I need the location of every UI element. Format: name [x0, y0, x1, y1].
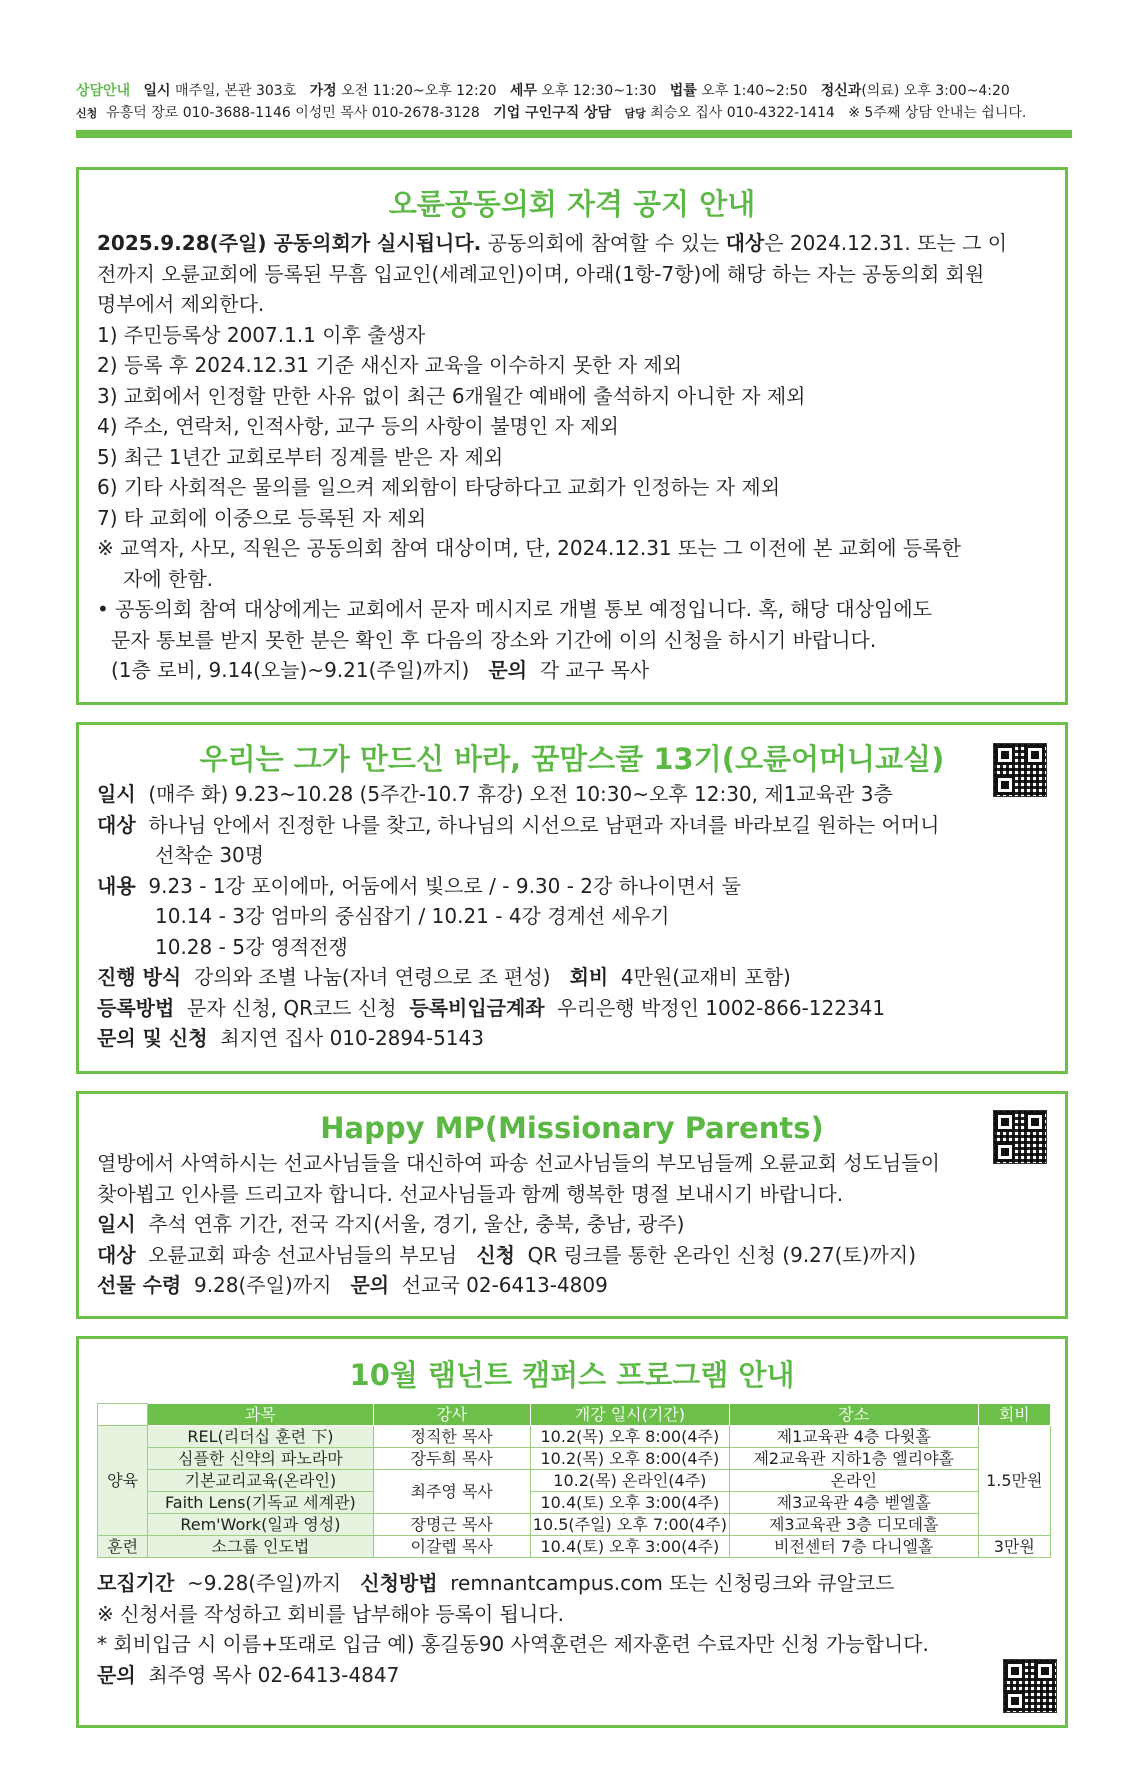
course-cell: 기본교리교육(온라인) [148, 1470, 373, 1492]
period-label: 모집기간 [97, 1571, 175, 1595]
inquiry-text: 최지연 집사 010-2894-5143 [220, 1026, 484, 1050]
charge-contact: 최승오 집사 010-4322-1414 [650, 105, 835, 121]
exclusion-item: 2) 등록 후 2024.12.31 기준 새신자 교육을 이수하지 못한 자 제외 [97, 353, 683, 377]
course-cell: 소그룹 인도법 [148, 1536, 373, 1558]
staff-note-cont: 자에 한함. [123, 566, 213, 591]
apply-label: 신청 [76, 107, 98, 120]
fee-cell: 1.5만원 [978, 1426, 1050, 1536]
teacher-cell: 최주영 목사 [373, 1470, 530, 1514]
counsel-note: ※ 5주째 상담 안내는 쉽니다. [848, 105, 1027, 121]
date-header: 개강 일시(기간) [530, 1404, 729, 1426]
exclusion-item: 5) 최근 1년간 교회로부터 징계를 받은 자 제외 [97, 444, 504, 469]
family-label: 가정 [309, 83, 337, 99]
campus-note: ※ 신청서를 작성하고 회비를 납부해야 등록이 됩니다. [97, 1601, 564, 1626]
course-cell: 심플한 신약의 파노라마 [148, 1448, 373, 1470]
date-text: 추석 연휴 기간, 전국 각지(서울, 경기, 울산, 충북, 충남, 광주) [148, 1212, 685, 1236]
job-label: 기업 구인구직 상담 [493, 105, 612, 121]
counsel-row-1 [76, 80, 1070, 102]
content-line: 9.23 - 1강 포이에마, 어둠에서 빛으로 / - 9.30 - 2강 하나이면서 둘 [148, 873, 741, 898]
method-text: remnantcampus.com 또는 신청링크와 큐알코드 [450, 1571, 895, 1595]
course-cell: REL(리더십 훈련 下) [148, 1426, 373, 1448]
law-time: 오후 1:40~2:50 [701, 83, 808, 99]
target-label: 대상 [97, 1242, 136, 1267]
tax-label: 세무 [509, 83, 537, 99]
program-table [97, 1403, 1051, 1558]
table-row [98, 1492, 1051, 1514]
date-cell: 10.2(목) 오후 8:00(4주) [530, 1448, 729, 1470]
teacher-cell: 정직한 목사 [373, 1426, 530, 1448]
staff-note: ※ 교역자, 사모, 직원은 공동의회 참여 대상이며, 단, 2024.12.31 또는 그 이전에 본 교회에 등록한 [97, 536, 961, 560]
place-cell: 제3교육관 3층 디모데홀 [729, 1514, 978, 1536]
teacher-cell: 장두희 목사 [373, 1448, 530, 1470]
qr-code-icon[interactable] [1003, 1659, 1057, 1713]
counsel-date: 매주일, 본관 303호 [174, 83, 297, 99]
date-cell: 10.2(목) 온라인(4주) [530, 1470, 729, 1492]
account-text: 우리은행 박정인 1002-866-122341 [557, 995, 886, 1020]
happy-mp-title: Happy MP(Missionary Parents) [320, 1111, 824, 1145]
exclusion-item: 1) 주민등록상 2007.1.1 이후 출생자 [97, 322, 426, 347]
target-text-2: 선착순 30명 [155, 843, 265, 867]
place-cell: 비전센터 7층 다니엘홀 [729, 1536, 978, 1558]
teacher-header: 강사 [373, 1404, 530, 1426]
assembly-intro-text-2: 은 2024.12.31. 또는 그 이 [764, 231, 1008, 255]
group-training: 훈련 [98, 1536, 148, 1558]
exclusion-item: 6) 기타 사회적은 물의를 일으켜 제외함이 타당하다고 교회가 인정하는 자 제외 [97, 475, 781, 499]
method-label: 신청방법 [360, 1571, 438, 1595]
fee-header: 회비 [978, 1404, 1050, 1426]
assembly-intro-text: 공동의회에 참여할 수 있는 [481, 231, 726, 255]
content-line: 10.28 - 5강 영적전쟁 [155, 934, 348, 959]
inquiry-label: 문의 [97, 1662, 136, 1687]
place-cell: 제1교육관 4층 다윗홀 [729, 1426, 978, 1448]
assembly-intro-line2: 전까지 오륜교회에 등록된 무흠 입교인(세례교인)이며, 아래(1항-7항)에 해당 하는 자는 공동의회 회원 [97, 261, 985, 286]
assembly-title: 오륜공동의회 자격 공지 안내 [388, 187, 756, 221]
inquiry-text: 최주영 목사 02-6413-4847 [148, 1662, 400, 1687]
place-cell: 온라인 [729, 1470, 978, 1492]
counsel-tag: 상담안내 [76, 83, 131, 99]
header-divider [76, 130, 1072, 138]
date-cell: 10.4(토) 오후 3:00(4주) [530, 1492, 729, 1514]
counsel-date-label: 일시 [143, 83, 171, 99]
fee-cell: 3만원 [978, 1536, 1050, 1558]
mom-school-title: 우리는 그가 만드신 바라, 꿈맘스쿨 13기(오륜어머니교실) [199, 742, 945, 776]
happy-mp-body [97, 1148, 1047, 1301]
assembly-intro-line3: 명부에서 제외한다. [97, 292, 265, 316]
content-line: 10.14 - 3강 엄마의 중심잡기 / 10.21 - 4강 경계선 세우기 [155, 904, 670, 928]
exclusion-item: 7) 타 교회에 이중으로 등록된 자 제외 [97, 505, 427, 530]
date-cell: 10.2(목) 오후 8:00(4주) [530, 1426, 729, 1448]
date-label: 일시 [97, 1212, 136, 1236]
course-cell: Rem'Work(일과 영성) [148, 1514, 373, 1536]
campus-note-2: * 회비입금 시 이름+또래로 입금 예) 홍길동90 사역훈련은 제자훈련 수료자만 신청 가능합니다. [97, 1632, 929, 1656]
exclusion-item: 3) 교회에서 인정할 만한 사유 없이 최근 6개월간 예배에 출석하지 아니한 자 제외 [97, 383, 806, 408]
teacher-cell: 장명근 목사 [373, 1514, 530, 1536]
place-cell: 제3교육관 4층 벧엘홀 [729, 1492, 978, 1514]
target-text: 하나님 안에서 진정한 나를 찾고, 하나님의 시선으로 남편과 자녀를 바라보길 원하는 어머니 [148, 812, 940, 837]
table-row [98, 1536, 1051, 1558]
charge-label: 담당 [624, 107, 646, 120]
inquiry-label: 문의 및 신청 [97, 1026, 208, 1050]
happy-mp [76, 1091, 1068, 1319]
exclusion-item: 4) 주소, 연락처, 인적사항, 교구 등의 사항이 불명인 자 제외 [97, 414, 619, 438]
reg-label: 등록방법 [97, 995, 175, 1020]
psych-time: (의료) 오후 3:00~4:20 [861, 83, 1010, 99]
assembly-target-label: 대상 [725, 231, 765, 255]
table-row [98, 1426, 1051, 1448]
account-label: 등록비입금계좌 [409, 995, 545, 1020]
family-time: 오전 11:20~오후 12:20 [341, 83, 497, 99]
course-header: 과목 [148, 1404, 373, 1426]
place-header: 장소 [729, 1404, 978, 1426]
target-label: 대상 [97, 812, 136, 837]
mp-desc: 열방에서 사역하시는 선교사님들을 대신하여 파송 선교사님들의 부모님들께 오륜교회 성도님들이 [97, 1151, 940, 1175]
table-row [98, 1448, 1051, 1470]
mp-desc-2: 찾아뵙고 인사를 드리고자 합니다. 선교사님들과 함께 행복한 명절 보내시기 바랍니다. [97, 1181, 844, 1206]
assembly-intro-bold: 2025.9.28(주일) 공동의회가 실시됩니다. [97, 231, 482, 255]
qr-code-icon[interactable] [993, 1110, 1047, 1164]
assembly-body [97, 228, 1047, 686]
counsel-row-2 [76, 102, 1070, 125]
psych-label: 정신과 [820, 83, 862, 99]
assembly-notice [76, 167, 1068, 705]
period-text: ~9.28(주일)까지 [187, 1571, 342, 1595]
tax-time: 오후 12:30~1:30 [541, 83, 657, 99]
remnant-campus [76, 1336, 1068, 1728]
sms-note: • 공동의회 참여 대상에게는 교회에서 문자 메시지로 개별 통보 예정입니다. 혹, 해당 대상임에도 [97, 597, 932, 621]
inquiry-text: 선교국 02-6413-4809 [401, 1273, 608, 1297]
group-nurture: 양육 [98, 1426, 148, 1536]
method-text: 강의와 조별 나눔(자녀 연령으로 조 편성) [193, 965, 551, 989]
apply-contacts: 유흥덕 장로 010-3688-1146 이성민 목사 010-2678-3128 [106, 105, 480, 121]
gift-label: 선물 수령 [97, 1273, 182, 1297]
inquiry-label: 문의 [488, 658, 528, 682]
method-label: 진행 방식 [97, 965, 182, 989]
table-row [98, 1514, 1051, 1536]
date-label: 일시 [97, 782, 136, 806]
campus-footer [97, 1568, 1047, 1690]
campus-title: 10월 램넌트 캠퍼스 프로그램 안내 [349, 1358, 795, 1392]
reg-text: 문자 신청, QR코드 신청 [187, 995, 397, 1020]
apply-label: 신청 [476, 1242, 515, 1267]
course-cell: Faith Lens(기독교 세계관) [148, 1492, 373, 1514]
fee-text: 4만원(교재비 포함) [620, 965, 791, 989]
group-header [98, 1404, 148, 1426]
objection-period: (1층 로비, 9.14(오늘)~9.21(주일)까지) [111, 658, 470, 682]
content-label: 내용 [97, 873, 136, 898]
gift-text: 9.28(주일)까지 [193, 1273, 332, 1297]
qr-code-icon[interactable] [993, 743, 1047, 797]
inquiry-label: 문의 [350, 1273, 390, 1297]
date-cell: 10.5(주일) 오후 7:00(4주) [530, 1514, 729, 1536]
apply-text: QR 링크를 통한 온라인 신청 (9.27(토)까지) [527, 1242, 916, 1267]
law-label: 법률 [669, 83, 697, 99]
date-text: (매주 화) 9.23~10.28 (5주간-10.7 휴강) 오전 10:30~오후 12:30, 제1교육관 3층 [148, 782, 893, 806]
table-row [98, 1470, 1051, 1492]
sms-note-place [97, 655, 1047, 686]
target-text: 오륜교회 파송 선교사님들의 부모님 [148, 1242, 458, 1267]
sms-note-cont: 문자 통보를 받지 못한 분은 확인 후 다음의 장소와 기간에 이의 신청을 하시기 바랍니다. [111, 627, 877, 652]
place-cell: 제2교육관 지하1층 엘리야홀 [729, 1448, 978, 1470]
mom-school [76, 722, 1068, 1074]
inquiry-text: 각 교구 목사 [539, 658, 650, 682]
teacher-cell: 이갈렙 목사 [373, 1536, 530, 1558]
fee-label: 회비 [569, 965, 609, 989]
date-cell: 10.4(토) 오후 3:00(4주) [530, 1536, 729, 1558]
table-header-row [98, 1404, 1051, 1426]
mom-school-body [97, 779, 1047, 1054]
counsel-info [76, 80, 1070, 125]
